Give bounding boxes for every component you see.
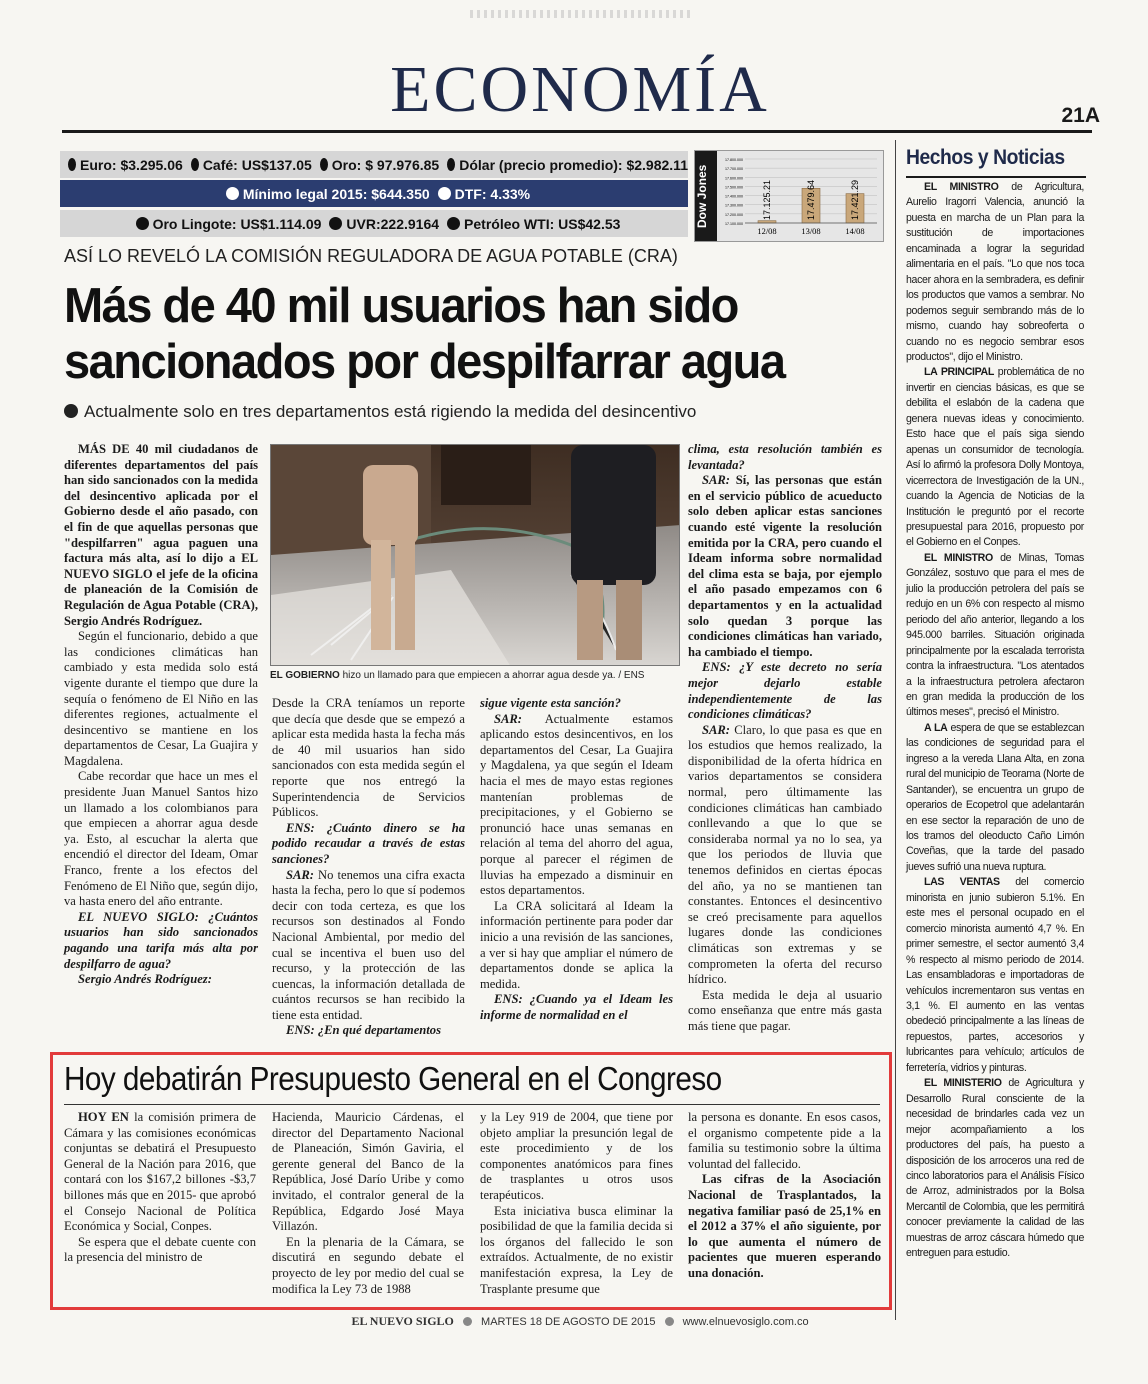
col3-answer-3-lead: SAR: bbox=[494, 711, 522, 726]
market-dolar: Dólar (precio promedio): $2.982.11 bbox=[459, 156, 688, 173]
sidebar-item-lead: EL MINISTERIO bbox=[924, 1077, 1002, 1090]
bullet-icon bbox=[320, 158, 328, 171]
budget-column-1 bbox=[64, 1110, 256, 1266]
sidebar-item bbox=[906, 721, 1084, 876]
photo-caption-lead: EL GOBIERNO bbox=[270, 670, 340, 681]
article-column-3 bbox=[480, 696, 673, 1023]
sidebar-item-text: de Agricultura, Aurelio Iragorri Valencia, anunció la puesta en marcha de un Plan para la sustitución de importaciones encaminada a lograr la seguridad alimentaria en el país. "Lo que nos toca hacer ahora en la sembradera, es definir los productos que vamos a sembrar. No podemos seguir sembrando más de lo mismo, cuando hay sobreoferta o cuando no es negocio sembrar esos productos", dijo el Ministro. bbox=[906, 181, 1084, 363]
dow-ytick-label: 17.500.000 bbox=[725, 185, 743, 190]
budget-col1-text: la comisión primera de Cámara y las comisiones económicas conjuntas se debatirá el Presupuesto General de la Nación para 2016, que contará con los $167,2 billones -$3,7 billones más que en 2015- que aprobó el Consejo Nacional de Política Económica y Social, Conpes. bbox=[64, 1110, 256, 1234]
budget-col4-paragraph-2: Las cifras de la Asociación Nacional de Trasplantados, la negativa familiar pasó de 25,1% en el 2012 a 37% el año siguiente, por lo que aumenta el número de pacientes que mueren esperando una donación. bbox=[688, 1172, 881, 1280]
market-dtf: DTF: 4.33% bbox=[454, 185, 531, 202]
col3-paragraph-2: La CRA solicitará al Ideam la información pertinente para poder dar inicio a una revisión de las sanciones, a ver si hay que ampliar el número de departamentos donde se aplica la medida. bbox=[480, 898, 673, 991]
bullet-icon bbox=[463, 1317, 472, 1326]
dow-ytick-label: 17.200.000 bbox=[725, 212, 743, 217]
bullet-icon bbox=[136, 217, 149, 230]
sidebar-item bbox=[906, 180, 1084, 365]
bullet-icon bbox=[665, 1317, 674, 1326]
footer-brand: EL NUEVO SIGLO bbox=[351, 1314, 454, 1328]
dow-bar-value-label: 17.421.29 bbox=[850, 179, 860, 220]
col3-question-4: ENS: ¿Cuando ya el Ideam les informe de normalidad en el bbox=[480, 992, 673, 1022]
bullet-icon bbox=[64, 404, 78, 418]
bullet-icon bbox=[329, 217, 342, 230]
dow-ytick-label: 17.600.000 bbox=[725, 176, 743, 181]
sidebar-news bbox=[906, 180, 1084, 1262]
footer-url: www.elnuevosiglo.com.co bbox=[682, 1316, 809, 1328]
col4-answer-4-lead: SAR: bbox=[702, 473, 730, 488]
col1-text: 40 mil ciudadanos de diferentes departamentos del país han sido sancionados con la medida del desincentivo aplicada por el Gobierno desde el año pasado, con el fin de que aquellas personas que "despilfarren" agua paguen una factura más alta, así lo dijo a EL NUEVO SIGLO el jefe de la oficina de planeación de la Comisión de Regulación de Agua Potable (CRA), Sergio Andrés Rodríguez. bbox=[64, 442, 258, 628]
col1-paragraph-3: Cabe recordar que hace un mes el presidente Juan Manuel Santos hizo un llamado a los colombianos para que empiecen a ahorrar agua desde ya. Esto, al escuchar la alerta que encendió el director del Ideam, Omar Franco, frente a los efectos del Fenómeno de El Niño que, según dijo, va hasta enero del año entrante. bbox=[64, 769, 258, 909]
article-kicker: ASÍ LO REVELÓ LA COMISIÓN REGULADORA DE AGUA POTABLE (CRA) bbox=[64, 246, 678, 266]
col2-answer-2 bbox=[272, 868, 465, 1024]
dow-bar-value-label: 17.479.64 bbox=[806, 179, 816, 220]
sidebar-title-rule bbox=[906, 176, 1086, 178]
budget-story-title: Hoy debatirán Presupuesto General en el Congreso bbox=[64, 1060, 722, 1097]
col2-paragraph-1: Desde la CRA teníamos un reporte que decía que desde que se empezó a aplicar esta medida hasta la fecha más de 40 mil usuarios han sido sancionados con esta medida según el reporte que nos entregó la Superintendencia de Servicios Públicos. bbox=[272, 696, 465, 820]
market-row-3 bbox=[60, 210, 688, 237]
headline-line-2: sancionados por despilfarrar agua bbox=[64, 335, 785, 389]
col2-question-2: ENS: ¿Cuánto dinero se ha podido recaudar a través de estas sanciones? bbox=[272, 820, 465, 866]
budget-col3-paragraph-2: Esta iniciativa busca eliminar la posibilidad de que la familia decida si los órganos del fallecido le son extraídos. Actualmente, de no existir manifestación expresa, la Ley de Trasplante presume que bbox=[480, 1203, 673, 1296]
dow-bar-value-label: 17.125.21 bbox=[762, 179, 772, 220]
budget-col2-paragraph-2: En la plenaria de la Cámara, se discutirá en segundo debate el proyecto de ley por medio del cual se modifica la Ley 73 de 1988 bbox=[272, 1234, 464, 1296]
dow-ytick-label: 17.100.000 bbox=[725, 222, 743, 226]
col1-lead: MÁS DE bbox=[78, 442, 130, 456]
bullet-icon bbox=[68, 158, 76, 171]
budget-col2-paragraph-1: Hacienda, Mauricio Cárdenas, el director del Departamento Nacional de Planeación, Simón Gaviria, el gerente general del Banco de la República, José Darío Uribe y como invitado, el contralor general de la República, Edgardo José Maya Villazón. bbox=[272, 1110, 464, 1234]
budget-col1-paragraph-2: Se espera que el debate cuente con la presencia del ministro de bbox=[64, 1234, 256, 1265]
sidebar-item bbox=[906, 365, 1084, 550]
market-indicators-bar bbox=[60, 150, 688, 238]
sidebar-item-lead: A LA bbox=[924, 721, 948, 734]
dow-category-label: 14/08 bbox=[845, 226, 865, 236]
budget-col4-paragraph-1: la persona es donante. En esos casos, el organismo competente pide a la familia su testimonio sobre la última voluntad del fallecido. bbox=[688, 1110, 881, 1171]
market-euro: Euro: $3.295.06 bbox=[80, 156, 183, 173]
col4-question-4-end: clima, esta resolución también es levantada? bbox=[688, 442, 882, 472]
market-row-1 bbox=[60, 151, 688, 178]
col4-question-5: ENS: ¿Y este decreto no sería mejor dejarlo estable independientemente de las condiciones climáticas? bbox=[688, 660, 882, 722]
col1-paragraph-2: Según el funcionario, debido a que las condiciones climáticas han cambiado y esta medida solo está vigente durante el tiempo que dure la sequía o fenómeno de El Niño en las diferentes regiones, actualmente el desincentivo se mantiene en los departamentos de Cesar, La Guajira y Magdalena. bbox=[64, 629, 258, 768]
section-title: ECONOMÍA bbox=[390, 53, 770, 126]
budget-column-3 bbox=[480, 1110, 673, 1297]
col3-question-3-end: sigue vigente esta sanción? bbox=[480, 696, 621, 710]
headline-line-1: Más de 40 mil usuarios han sido bbox=[64, 279, 738, 333]
article-headline bbox=[64, 278, 851, 390]
market-uvr: UVR:222.9164 bbox=[346, 215, 440, 232]
sidebar-item-text: de Minas, Tomas González, sostuvo que para el mes de julio la producción petrolera del país se redujo en un 6% con respecto al mismo periodo del año anterior, llegando a los 945.000 barriles. Situación originada principalmente por la escalada terrorista contra la infraestructura. "Los atentados a la infraestructura petrolera afectaron en gran medida la producción de los últimos meses", precisó el Ministro. bbox=[906, 551, 1084, 719]
scan-smudge bbox=[470, 10, 690, 18]
bullet-icon bbox=[447, 217, 460, 230]
sidebar-item-text: de Agricultura y Desarrollo Rural consciente de la necesidad de brindarles cada vez un mejor acompañamiento a los productores del país, ha puesto a disposición de los arroceros una red de cinco laboratorios para el Análisis Físico de Arroz, administrados por la Bolsa Mercantil de Colombia, que les permitirá conocer previamente la calidad de las muestras de arroz cáscara húmedo que entreguen para estudio. bbox=[906, 1077, 1084, 1260]
photo-caption-text: hizo un llamado para que empiecen a ahorrar agua desde ya. / ENS bbox=[339, 670, 645, 681]
bullet-icon bbox=[447, 158, 455, 171]
budget-col1-paragraph-1 bbox=[64, 1110, 256, 1235]
market-minimo: Mínimo legal 2015: $644.350 bbox=[242, 185, 430, 202]
dow-ytick-label: 17.700.000 bbox=[725, 167, 743, 172]
market-wti: Petróleo WTI: US$42.53 bbox=[464, 215, 621, 232]
sidebar-item-lead: EL MINISTRO bbox=[924, 181, 999, 193]
col2-answer-2-text: No tenemos una cifra exacta hasta la fecha, pero lo que sí podemos decir con toda certeza, es que los recursos son destinados al Fondo Nacional Ambiental, por medio del cual se incentiva el buen uso del recurso, y la protección de las cuencas, la información detallada de cuántos recursos se han recibido la tiene esta entidad. bbox=[272, 867, 465, 1022]
dow-ytick-label: 17.400.000 bbox=[725, 194, 743, 199]
dow-jones-label: Dow Jones bbox=[695, 151, 717, 241]
article-column-4 bbox=[688, 442, 882, 1035]
col4-answer-4 bbox=[688, 473, 882, 660]
dow-jones-plot bbox=[719, 153, 881, 239]
article-subhead bbox=[64, 402, 884, 422]
col3-answer-3-text: Actualmente estamos aplicando estos desincentivos, en los departamentos del Cesar, La Guajira y Magdalena, ya que según el Ideam hacia el mes de mayo estas regiones mantenían problemas de precipitaciones, y el Gobierno se pronunció hace unas semanas en relación al tema del ahorro del agua, porque al parecer el régimen de lluvias ha empezado a disminuir en estos departamentos. bbox=[480, 711, 673, 898]
col2-question-3: ENS: ¿En qué departamentos bbox=[286, 1023, 441, 1038]
article-column-1 bbox=[64, 442, 258, 988]
market-oro: Oro: $ 97.976.85 bbox=[331, 156, 440, 173]
col4-paragraph-last: Esta medida le deja al usuario como enseñanza que entre más gasta más tiene que pagar. bbox=[688, 987, 882, 1033]
sidebar-divider bbox=[895, 140, 896, 1320]
col2-answer-2-lead: SAR: bbox=[286, 867, 314, 882]
sidebar-title: Hechos y Noticias bbox=[906, 146, 1065, 169]
sidebar-item bbox=[906, 875, 1084, 1076]
col4-answer-4-text: Sí, las personas que están en el servicio público de acueducto solo deben aplicar estas sanciones cuando esté vigente la resolución emitida por la CRA, pero cuando el Ideam informa sobre normalidad del clima esta se baja, por ejemplo el año pasado empezamos con 6 departamentos y en la actualidad solo quedan 3 porque las condiciones climáticas han variado, ha cambiado el tiempo. bbox=[688, 473, 882, 659]
budget-col1-lead: HOY EN bbox=[78, 1110, 129, 1124]
sidebar-item bbox=[906, 1076, 1084, 1261]
col1-question-1: EL NUEVO SIGLO: ¿Cuántos usuarios han sido sancionados pagando una tarifa más alta por despilfarro de agua? bbox=[64, 909, 258, 971]
market-row-2 bbox=[60, 180, 688, 207]
sidebar-item-lead: LAS VENTAS bbox=[924, 876, 1000, 889]
dow-category-label: 12/08 bbox=[757, 226, 777, 236]
budget-story-rule bbox=[64, 1104, 880, 1105]
sidebar-item-lead: LA PRINCIPAL bbox=[924, 366, 994, 379]
page-footer bbox=[300, 1314, 860, 1329]
sidebar-item-text: del comercio minorista en junio subieron 5.1%. En este mes el personal ocupado en el comercio minorista aumentó 4,7 %. En primer semestre, el sector aumentó 3,4 % respecto al mismo periodo de 2014. Las ensambladoras e importadoras de vehículos incrementaron sus ventas en 3,1 %. El aumento en las ventas obedeció principalmente a las líneas de repuestos, partes, accesorios y lubricantes para vehículo; artículos de ferretería, vidrios y pinturas. bbox=[906, 876, 1084, 1074]
bullet-icon bbox=[191, 158, 199, 171]
dow-jones-chart bbox=[694, 150, 884, 242]
sidebar-item-text: problemática de no invertir en ciencias básicas, es que se debilita el eslabón de la cadena que genera nuevas ideas y conocimiento. Esto hace que el país siga siendo apenas un consumidor de tecnología. Así lo afirmó la profesora Dolly Montoya, vicerrectora de Investigación de la UN., cuando la Agencia de Noticias de la Institución le preguntó por el recorte presupuestal para 2016, propuesto por el Gobierno en el Conpes. bbox=[906, 366, 1084, 549]
top-rule bbox=[62, 130, 1092, 133]
photo-workers-water-image bbox=[271, 445, 680, 666]
budget-column-2 bbox=[272, 1110, 464, 1297]
footer-date: MARTES 18 DE AGOSTO DE 2015 bbox=[481, 1316, 656, 1328]
sidebar-item-text: espera de que se establezcan las condiciones de seguridad para el ingreso a la vereda Llana Alta, en zona rural del municipio de Teorama (Norte de Santander), se encuentra un grupo de operarios de Ecopetrol que adelantarán en ese sector la reparación de uno de los tramos del oleoducto Caño Limón Coveñas, que la tarde del pasado jueves sufrió una nueva ruptura. bbox=[906, 721, 1084, 873]
budget-col3-paragraph-1: y la Ley 919 de 2004, que tiene por objeto ampliar la presunción legal de este procedimiento y de los componentes anatómicos para fines de trasplantes u otros usos terapéuticos. bbox=[480, 1110, 673, 1202]
page-number: 21A bbox=[1061, 104, 1100, 127]
sidebar-item-lead: EL MINISTRO bbox=[924, 551, 993, 564]
col3-answer-3 bbox=[480, 712, 673, 899]
budget-column-4 bbox=[688, 1110, 881, 1282]
article-column-2 bbox=[272, 696, 465, 1039]
bullet-icon bbox=[438, 187, 451, 200]
article-photo bbox=[270, 444, 680, 666]
photo-caption bbox=[270, 670, 680, 681]
col4-answer-5-text: Claro, lo que pasa es que en los estudios que hemos realizado, la disponibilidad de la oferta hídrica en varios departamentos se considera normal, pero últimamente las condiciones climáticas han cambiado conllevando a que lo que se consideraba normal ya no lo sea, ya que los periodos de lluvia que tenemos definidos en ciertas épocas del año, ya no se mantienen tan constantes. Entonces el desincentivo se creó precisamente para aquellos lugares donde las condiciones climáticas son extremas y se comprometen la oferta del recurso hídrico. bbox=[688, 722, 882, 987]
col1-answer-lead: Sergio Andrés Rodríguez: bbox=[78, 972, 212, 987]
dow-category-label: 13/08 bbox=[801, 226, 821, 236]
market-oro-lingote: Oro Lingote: US$1.114.09 bbox=[152, 215, 322, 232]
col1-paragraph-1 bbox=[64, 442, 258, 629]
market-cafe: Café: US$137.05 bbox=[202, 156, 312, 173]
col4-answer-5-lead: SAR: bbox=[702, 722, 730, 737]
col4-answer-5 bbox=[688, 723, 882, 988]
dow-ytick-label: 17.800.000 bbox=[725, 158, 743, 162]
subhead-text: Actualmente solo en tres departamentos está rigiendo la medida del desincentivo bbox=[84, 402, 697, 421]
bullet-icon bbox=[226, 187, 239, 200]
dow-ytick-label: 17.300.000 bbox=[725, 203, 743, 208]
sidebar-item bbox=[906, 551, 1084, 721]
